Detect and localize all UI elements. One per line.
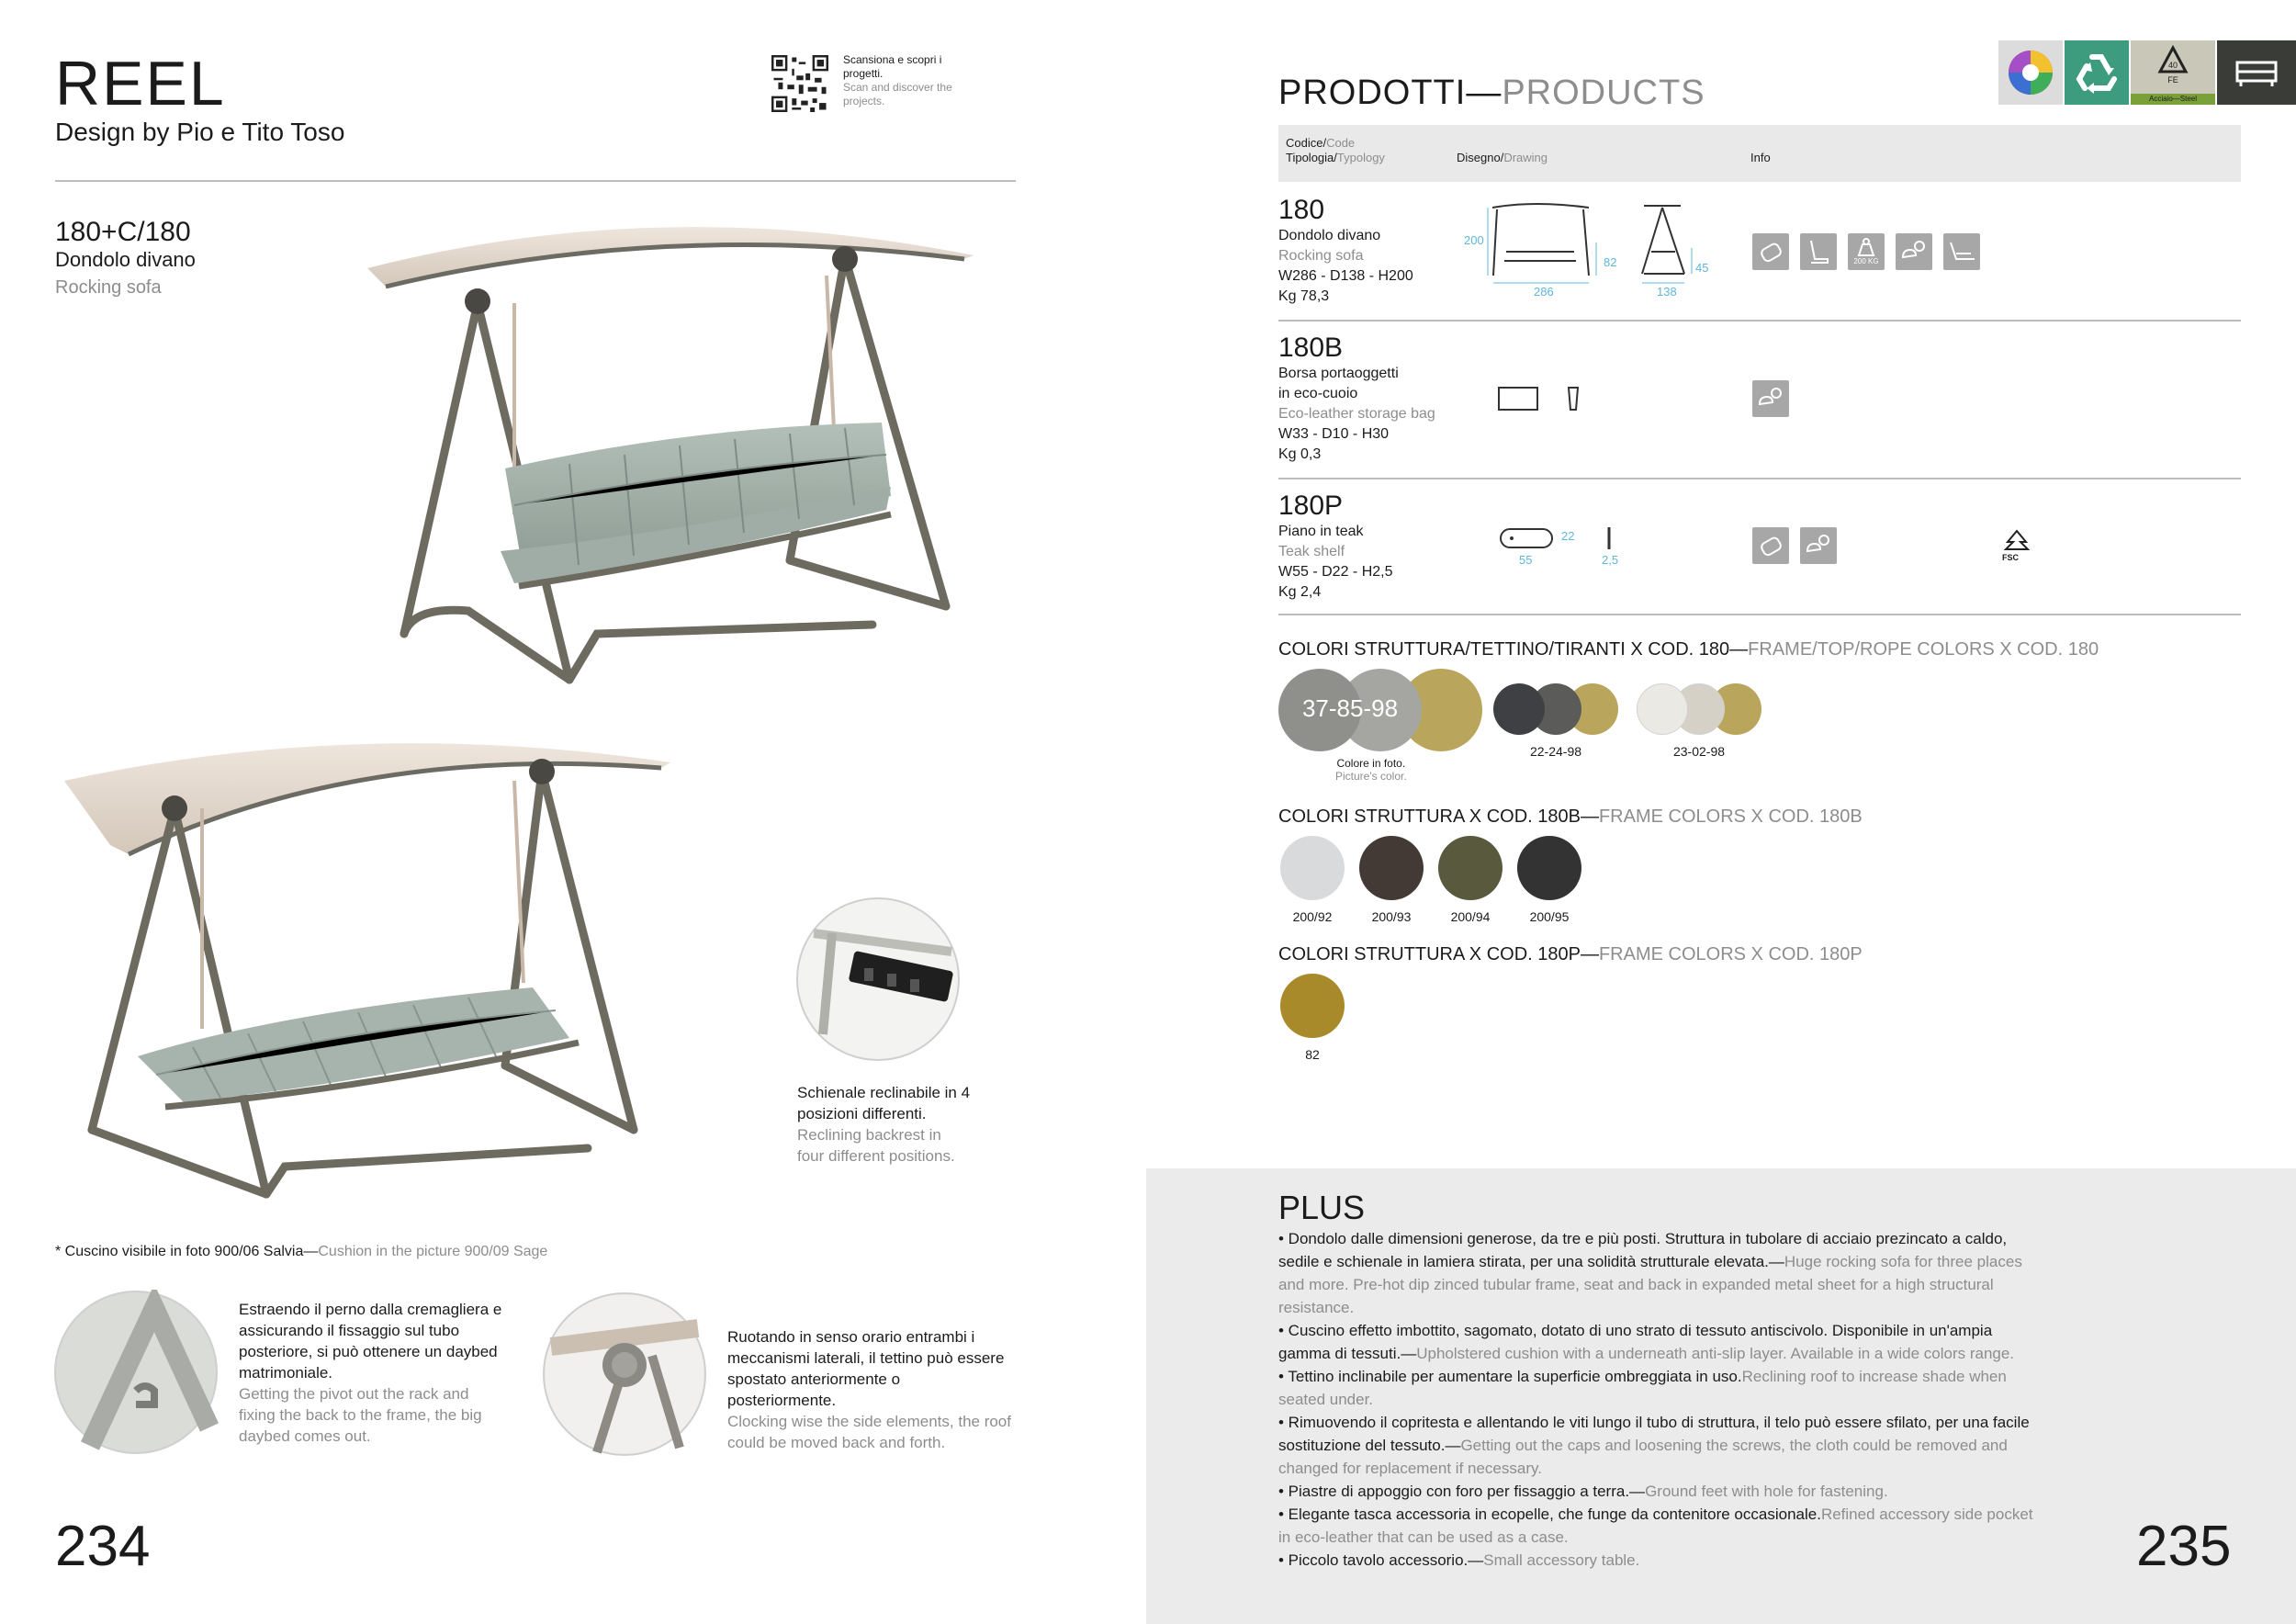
plus-item-it: • Dondolo dalle dimensioni generose, da tre e più posti. Struttura in tubolare di acciaio prezincato a caldo, sedile e schienale in lamiera stirata, per una solidità strutturale elevata.— [1278,1230,2008,1270]
colors-180p-title-en: FRAME COLORS X COD. 180P [1598,944,1863,964]
row-divider [1278,320,2241,321]
plus-item-it: • Rimuovendo il copritesta e allentando le viti lungo il tubo di struttura, il telo può essere sfilato, per una facile sostituzione del tessuto.— [1278,1414,2030,1454]
dim-seat-height: 82 [1604,255,1617,269]
brand-title: REEL [55,49,226,118]
plus-item-en: Refined accessory side pocket in eco-leather that can be used as a case. [1278,1506,2033,1546]
swatch-code: 37-85-98 [1301,694,1399,722]
plus-item [1278,1319,2041,1365]
product-heading [55,219,196,301]
products-title [1278,73,1705,113]
swatch-label: 200/92 [1292,909,1333,924]
colors-180p-title [1278,944,1863,965]
dim-height: 2,5 [1602,553,1619,567]
product-name-en: Rocking sofa [1278,248,1364,264]
steel-recycle-icon [2131,40,2215,105]
weather-icon [1896,233,1932,270]
product-dimensions: W33 - D10 - H30 [1278,426,1390,442]
row-divider [1278,614,2241,615]
code-header-en: Code [1326,136,1356,150]
swatch-label: 22-24-98 [1529,744,1582,759]
plus-item-en: Getting out the caps and loosening the screws, the cloth could be removed and changed for replacement if necessary. [1278,1437,2008,1477]
product-row-180 [1278,195,1413,307]
typology-header [1286,151,1385,165]
product-code: 180B [1278,333,1344,363]
page-number-right: 235 [2136,1515,2232,1578]
plus-item-en: Small accessory table. [1483,1551,1640,1569]
plus-item-it: • Cuscino effetto imbottito, sagomato, dotato di uno strato di tessuto antiscivolo. Disponibile in un'ampia gamma di tessuti.— [1278,1322,1993,1362]
steel-label: Acciaio—Steel [2131,94,2215,105]
fsc-tree-icon [1998,527,2035,555]
dim-width: 286 [1534,285,1554,299]
code-header-it: Codice/ [1286,136,1327,150]
swatch-label: 200/93 [1371,909,1412,924]
code-header [1286,136,1355,151]
product-dimensions: W55 - D22 - H2,5 [1278,564,1393,580]
color-wheel-icon [1998,40,2063,105]
colors-180-title-en: FRAME/TOP/ROPE COLORS X COD. 180 [1748,639,2099,660]
product-row-180p [1278,491,1392,603]
plus-item-it: • Tettino inclinabile per aumentare la superficie ombreggiata in uso. [1278,1368,1742,1385]
qr-caption-en: Scan and discover the projects. [843,81,952,107]
product-name-it-2: in eco-cuoio [1278,386,1358,401]
product-weight: Kg 0,3 [1278,446,1322,462]
row-divider [1278,478,2241,479]
colors-180b-title-it: COLORI STRUTTURA X COD. 180B— [1278,806,1599,827]
color-swatch [1517,836,1581,900]
plus-item [1278,1549,2041,1572]
sofa-icon [2217,40,2296,105]
cushion-icon [1752,527,1789,564]
load-label: 200 KG [1853,257,1879,265]
pivot-caption-en: Getting the pivot out the rack and fixing the back to the frame, the big daybed comes out. [239,1385,482,1445]
chair-icon [1800,233,1837,270]
colors-180b-title-en: FRAME COLORS X COD. 180B [1598,806,1863,827]
product-name-en: Eco-leather storage bag [1278,406,1435,422]
plus-item-en: Huge rocking sofa for three places and more. Pre-hot dip zinced tubular frame, seat and back in expanded metal sheet for a high structural resistance. [1278,1253,2022,1316]
swing-daybed-photo [55,735,680,1212]
plus-title: PLUS [1278,1189,1366,1226]
product-code: 180+C/180 [55,217,191,247]
load-weight-icon [1848,233,1885,270]
pivot-caption [239,1299,505,1447]
product-name-en: Rocking sofa [55,277,162,298]
recline-caption-en: Reclining backrest in four different positions. [797,1126,955,1165]
color-swatch [1637,683,1688,735]
product-code: 180P [1278,491,1344,521]
picture-color-note-en: Picture's color. [1335,770,1407,783]
dim-depth: 22 [1561,529,1575,543]
picture-color-note-it: Colore in foto. [1336,757,1406,770]
drawing-180b [1497,384,1589,415]
plus-item-en: Ground feet with hole for fastening. [1645,1483,1888,1500]
products-title-it: PRODOTTI— [1278,73,1503,112]
product-row-180b [1278,333,1435,465]
dim-seat-depth: 45 [1695,261,1709,275]
page-number-left: 234 [55,1515,151,1578]
plus-item-en: Upholstered cushion with a underneath anti-slip layer. Available in a wide colors range. [1416,1345,2015,1362]
plus-list [1278,1227,2041,1572]
colors-180p-title-it: COLORI STRUTTURA X COD. 180P— [1278,944,1599,964]
swatch-label: 200/94 [1450,909,1491,924]
plus-item-it: • Piccolo tavolo accessorio.— [1278,1551,1484,1569]
fsc-label: FSC [2002,553,2019,562]
recline-detail-photo [795,897,961,1062]
picture-color-note [1335,757,1407,783]
product-weight: Kg 78,3 [1278,288,1330,304]
recline-caption [797,1082,972,1167]
product-name-it: Dondolo divano [1278,228,1381,243]
drawing-header-it: Disegno/ [1457,151,1504,164]
colors-180-title-it: COLORI STRUTTURA/TETTINO/TIRANTI X COD. 180— [1278,639,1749,660]
roof-rotate-detail-photo [542,1291,707,1457]
drawing-180 [1460,197,1736,298]
colors-180b-title [1278,806,1863,828]
swatch-label: 23-02-98 [1672,744,1726,759]
color-swatch [1493,683,1545,735]
drawing-header-en: Drawing [1503,151,1548,164]
fe-label: FE [2167,75,2178,85]
drawing-180p [1497,522,1616,558]
designer-credit: Design by Pio e Tito Toso [55,118,345,146]
cushion-note [55,1244,547,1260]
dim-width: 55 [1519,553,1533,567]
recline-icon [1943,233,1980,270]
cushion-icon [1752,233,1789,270]
svg-text:40: 40 [2167,61,2178,70]
typology-header-en: Typology [1336,151,1385,164]
plus-item [1278,1365,2041,1411]
qr-caption [843,53,972,108]
qr-code[interactable] [771,55,828,112]
product-weight: Kg 2,4 [1278,584,1322,600]
plus-item-en: Reclining roof to increase shade when seated under. [1278,1368,2007,1408]
product-name-it: Piano in teak [1278,524,1364,539]
plus-item [1278,1503,2041,1549]
product-table-header [1278,125,2241,182]
color-swatch [1280,836,1345,900]
swatch-label: 200/95 [1529,909,1570,924]
swatch-label: 82 [1305,1047,1320,1062]
cushion-note-en: Cushion in the picture 900/09 Sage [318,1244,548,1259]
products-title-en: PRODUCTS [1502,73,1705,112]
drawing-header [1457,151,1548,165]
info-header: Info [1750,151,1771,164]
color-swatch [1359,836,1424,900]
weather-icon [1800,527,1837,564]
rotate-caption-it: Ruotando in senso orario entrambi i meccanismi laterali, il tettino può essere spostato anteriormente o posteriormente. [727,1328,1005,1409]
product-code: 180 [1278,195,1325,225]
product-dimensions: W286 - D138 - H200 [1278,268,1413,284]
typology-header-it: Tipologia/ [1286,151,1337,164]
dim-depth: 138 [1657,285,1677,299]
swing-sofa-photo [358,202,983,698]
colors-180-title [1278,639,2099,660]
rotate-caption [727,1326,1012,1453]
pivot-caption-it: Estraendo il perno dalla cremagliera e assicurando il fissaggio sul tubo posteriore, si può ottenere un daybed matrimoniale. [239,1301,502,1382]
product-name-it: Borsa portaoggetti [1278,366,1399,381]
recycle-icon [2065,40,2129,105]
qr-caption-it: Scansiona e scopri i progetti. [843,53,942,80]
pivot-detail-photo [53,1290,219,1455]
plus-item [1278,1227,2041,1319]
plus-item [1278,1411,2041,1480]
cushion-note-it: * Cuscino visibile in foto 900/06 Salvia— [55,1244,319,1259]
color-swatch [1280,974,1345,1038]
product-name-en: Teak shelf [1278,544,1345,559]
recline-caption-it: Schienale reclinabile in 4 posizioni differenti. [797,1084,971,1122]
header-divider [55,180,1016,182]
dim-height: 200 [1464,233,1484,247]
plus-item-it: • Elegante tasca accessoria in ecopelle, che funge da contenitore occasionale. [1278,1506,1821,1523]
color-swatch [1438,836,1503,900]
plus-item [1278,1480,2041,1503]
product-name-it: Dondolo divano [55,248,196,271]
weather-icon [1752,380,1789,417]
plus-item-it: • Piastre di appoggio con foro per fissaggio a terra.— [1278,1483,1646,1500]
rotate-caption-en: Clocking wise the side elements, the roof could be moved back and forth. [727,1413,1011,1451]
